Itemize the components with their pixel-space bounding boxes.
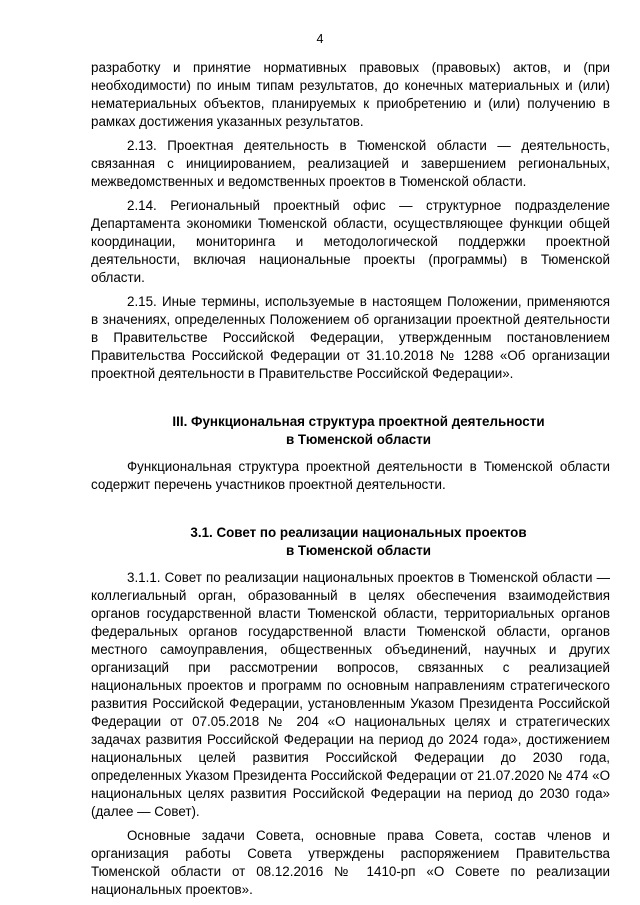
paragraph-3-1-1: 3.1.1. Совет по реализации национальных проектов в Тюменской области — коллегиальный орган, образованный в целях обеспечения взаимодействия органов государственной власти Тюменской области, территориальных органов федеральных органов государственной власти Тюменской области, органов местного самоуправления, общественных объединений, научных и других организаций при рассмотрении вопросов, связанных с реализацией национальных проектов и программ по основным направлениям стратегического развития Российской Федерации, установленным Указом Президента Российской Федерации от 07.05.2018 № 204 «О национальных целях и стратегических задачах развития Российской Федерации на период до 2024 года», достижением национальных целей развития Российской Федерации до 2030 года, определенных Указом Президента Российской Федерации от 21.07.2020 № 474 «О национальных целях развития Российской Федерации на период до 2030 года» (далее — Совет). xyxy=(91,570,610,819)
section-3-heading xyxy=(91,413,610,449)
document-body xyxy=(91,59,610,899)
page-number: 4 xyxy=(316,32,324,46)
subsection-3-1-heading xyxy=(91,524,610,560)
paragraph-continuation: разработку и принятие нормативных правовых (правовых) актов, и (при необходимости) по иным типам результатов, до конечных материальных и (или) нематериальных объектов, планируемых к приобретению и (или) получению в рамках достижения указанных результатов. xyxy=(91,60,610,129)
paragraph-2-13: 2.13. Проектная деятельность в Тюменской области — деятельность, связанная с инициированием, реализацией и завершением региональных, межведомственных и ведомственных проектов в Тюменской области. xyxy=(91,138,610,189)
subsection-3-1-heading-line1: 3.1. Совет по реализации национальных проектов xyxy=(190,525,527,540)
paragraph-2-14: 2.14. Региональный проектный офис — структурное подразделение Департамента экономики Тюменской области, осуществляющее функции общей координации, мониторинга и методологической поддержки проектной деятельности, включая национальные проекты (программы) в Тюменской области. xyxy=(91,198,610,285)
subsection-3-1-heading-line2: в Тюменской области xyxy=(285,543,432,558)
paragraph-2-15: 2.15. Иные термины, используемые в настоящем Положении, применяются в значениях, определенных Положением об организации проектной деятельности в Правительстве Российской Федерации, утвержденным постановлением Правительства Российской Федерации от 31.10.2018 № 1288 «Об организации проектной деятельности в Правительстве Российской Федерации». xyxy=(91,294,610,381)
paragraph-functional-structure: Функциональная структура проектной деятельности в Тюменской области содержит перечень участников проектной деятельности. xyxy=(91,459,610,492)
section-3-heading-line1: III. Функциональная структура проектной деятельности xyxy=(172,414,545,429)
section-3-heading-line2: в Тюменской области xyxy=(285,432,432,447)
paragraph-council-tasks: Основные задачи Совета, основные права Совета, состав членов и организация работы Совета утверждены распоряжением Правительства Тюменской области от 08.12.2016 № 1410-рп «О Совете по реализации национальных проектов». xyxy=(91,828,610,897)
